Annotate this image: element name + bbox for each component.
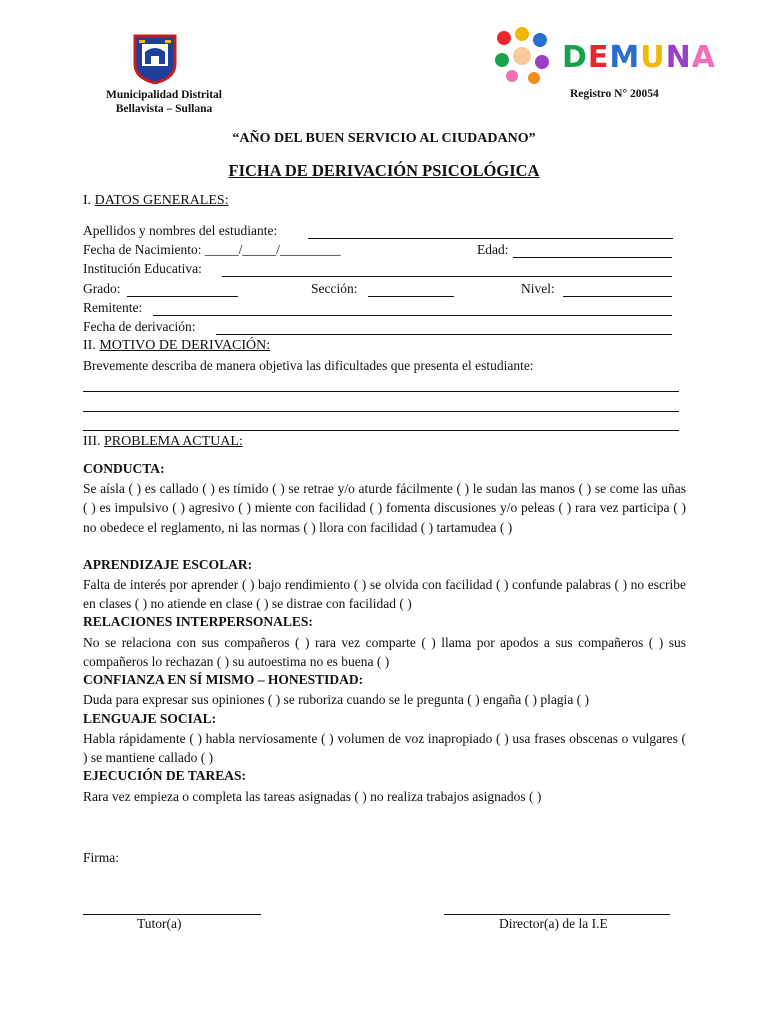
year-title: “AÑO DEL BUEN SERVICIO AL CIUDADANO” bbox=[232, 131, 536, 146]
conducta-text: Se aísla ( ) es callado ( ) es tímido ( ) se retrae y/o aturde fácilmente ( ) le sudan las manos ( ) se come las uñas ( ) es impulsivo ( ) agresivo ( ) miente con facilidad ( ) fomenta discusiones y/o peleas ( ) rara vez participa ( ) no obedece el reglamento, ni las normas ( ) llora con facilidad ( ) tartamudea ( ) bbox=[83, 481, 686, 535]
tutor-signature-line[interactable] bbox=[83, 914, 261, 915]
relaciones-text: No se relaciona con sus compañeros ( ) rara vez comparte ( ) llama por apodos a sus compañeros ( ) sus compañeros lo rechazan ( ) su autoestima no es buena ( ) bbox=[83, 635, 686, 670]
nivel-label: Nivel: bbox=[521, 281, 555, 296]
director-label: Director(a) de la I.E bbox=[499, 916, 608, 931]
relaciones-heading: RELACIONES INTERPERSONALES: bbox=[83, 614, 313, 629]
motivo-line-1[interactable] bbox=[83, 391, 679, 392]
edad-field[interactable] bbox=[513, 257, 672, 258]
section2-heading bbox=[83, 338, 270, 354]
lenguaje-text: Habla rápidamente ( ) habla nerviosamente ( ) volumen de voz inapropiado ( ) usa frases obscenas o vulgares ( ) se mantiene callado ( ) bbox=[83, 731, 686, 766]
lenguaje-heading: LENGUAJE SOCIAL: bbox=[83, 711, 217, 726]
demuna-wordmark bbox=[562, 40, 716, 75]
municipality-line1: Municipalidad Distrital bbox=[106, 89, 222, 101]
demuna-letter: A bbox=[691, 40, 716, 75]
demuna-letter: U bbox=[640, 40, 666, 75]
aprendizaje-heading: APRENDIZAJE ESCOLAR: bbox=[83, 557, 253, 572]
conducta-heading: CONDUCTA: bbox=[83, 461, 165, 476]
grado-label: Grado: bbox=[83, 281, 121, 296]
seccion-label: Sección: bbox=[311, 281, 358, 296]
demuna-logo bbox=[490, 26, 716, 84]
apellidos-label: Apellidos y nombres del estudiante: bbox=[83, 223, 278, 238]
confianza-heading: CONFIANZA EN SÍ MISMO – HONESTIDAD: bbox=[83, 672, 364, 687]
remitente-field[interactable] bbox=[153, 315, 672, 316]
section2-number: II. bbox=[83, 338, 100, 353]
section1-number: I. bbox=[83, 193, 95, 208]
seccion-field[interactable] bbox=[368, 296, 454, 297]
section3-heading bbox=[83, 434, 243, 450]
section1-heading bbox=[83, 193, 229, 209]
demuna-letter: D bbox=[562, 40, 588, 75]
fecha-derivacion-field[interactable] bbox=[216, 334, 672, 335]
municipal-crest bbox=[133, 34, 177, 84]
aprendizaje-text: Falta de interés por aprender ( ) bajo rendimiento ( ) se olvida con facilidad ( ) confunde palabras ( ) no escribe en clases ( ) no atiende en clase ( ) se distrae con facilidad ( ) bbox=[83, 577, 686, 612]
ejecucion-text: Rara vez empieza o completa las tareas asignadas ( ) no realiza trabajos asignados ( ) bbox=[83, 789, 542, 804]
grado-field[interactable] bbox=[127, 296, 238, 297]
remitente-label: Remitente: bbox=[83, 300, 143, 315]
demuna-letter: M bbox=[609, 40, 641, 75]
registro-number: Registro N° 20054 bbox=[570, 88, 659, 100]
tutor-label: Tutor(a) bbox=[137, 916, 182, 931]
motivo-line-3[interactable] bbox=[83, 430, 679, 431]
section3-number: III. bbox=[83, 434, 104, 449]
section3-title: PROBLEMA ACTUAL: bbox=[104, 434, 243, 449]
motivo-instruction: Brevemente describa de manera objetiva las dificultades que presenta el estudiante: bbox=[83, 358, 534, 373]
fecha-nacimiento-label: Fecha de Nacimiento: _____/_____/_________ bbox=[83, 242, 341, 257]
motivo-line-2[interactable] bbox=[83, 411, 679, 412]
director-signature-line[interactable] bbox=[444, 914, 670, 915]
nivel-field[interactable] bbox=[563, 296, 672, 297]
demuna-letter: E bbox=[587, 40, 610, 75]
section2-title: MOTIVO DE DERIVACIÓN: bbox=[99, 338, 271, 353]
fecha-derivacion-label: Fecha de derivación: bbox=[83, 319, 196, 334]
municipality-line2: Bellavista – Sullana bbox=[115, 103, 213, 115]
form-title: FICHA DE DERIVACIÓN PSICOLÓGICA bbox=[228, 161, 540, 180]
edad-label: Edad: bbox=[477, 242, 509, 257]
apellidos-field[interactable] bbox=[308, 238, 673, 239]
children-figures-icon bbox=[490, 26, 554, 84]
institucion-field[interactable] bbox=[222, 276, 672, 277]
demuna-letter: N bbox=[665, 40, 692, 75]
firma-label: Firma: bbox=[83, 850, 119, 865]
institucion-label: Institución Educativa: bbox=[83, 261, 202, 276]
section1-title: DATOS GENERALES: bbox=[94, 193, 229, 208]
municipality-name bbox=[84, 88, 244, 116]
ejecucion-heading: EJECUCIÓN DE TAREAS: bbox=[83, 768, 247, 783]
confianza-text: Duda para expresar sus opiniones ( ) se ruboriza cuando se le pregunta ( ) engaña ( ) plagia ( ) bbox=[83, 692, 590, 707]
